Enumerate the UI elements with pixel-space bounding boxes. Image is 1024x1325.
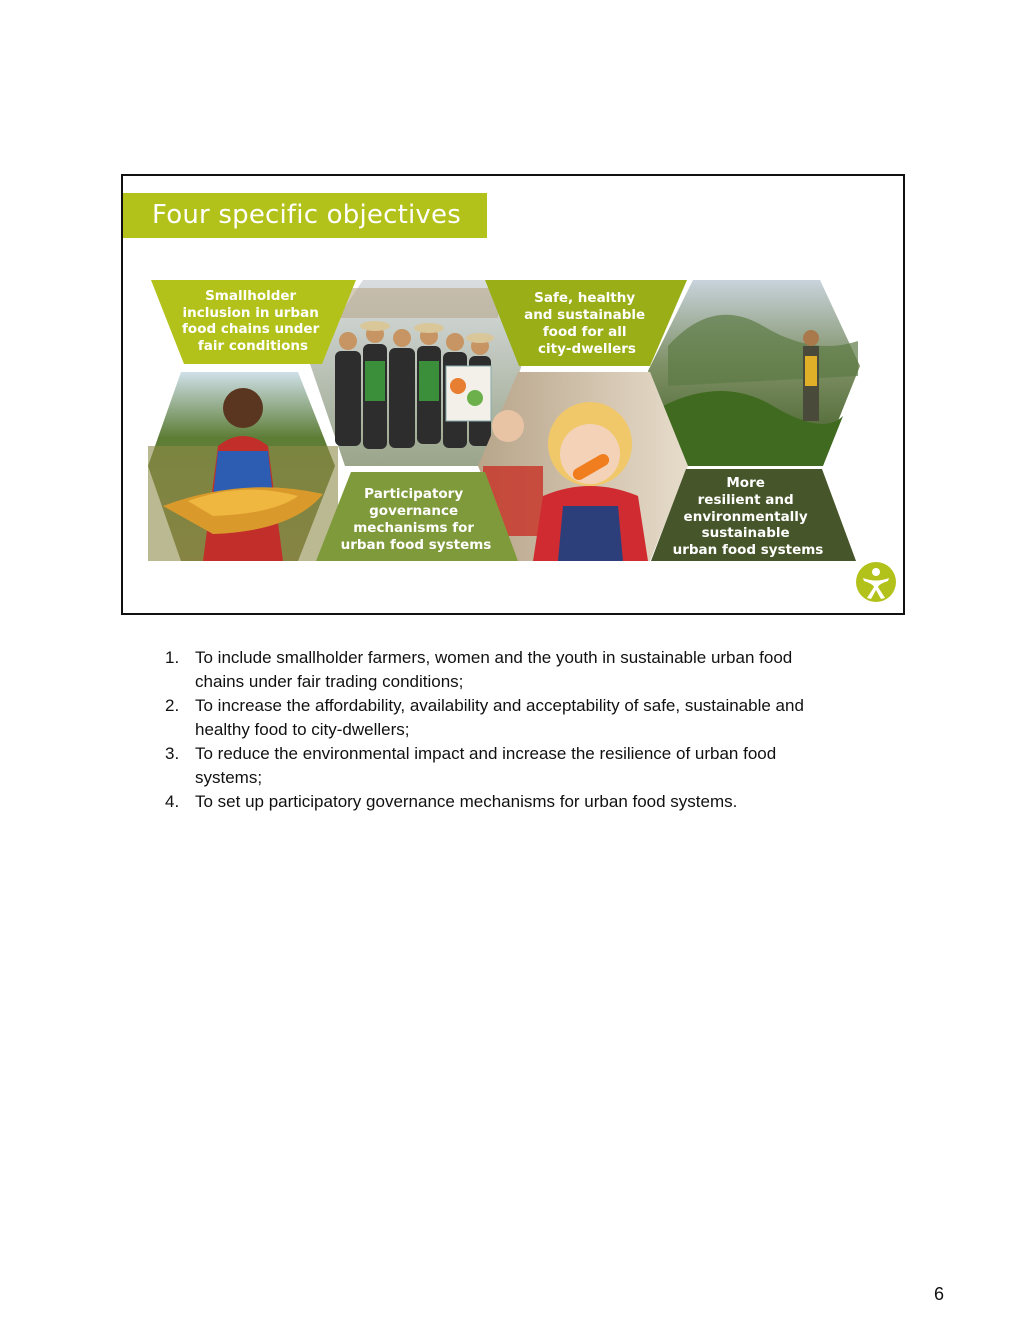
objective-number: 3. <box>165 744 180 763</box>
woman-with-grain-photo <box>148 372 338 561</box>
hexagon-resilient-systems <box>651 469 856 561</box>
hexagon-3-text: Participatory governance mechanisms for urban food systems <box>340 486 492 553</box>
objectives-hexagon-mosaic <box>123 176 903 613</box>
hexagon-2-text: Safe, healthy and sustainable food for all city-dwellers <box>524 290 646 357</box>
slide-frame <box>121 174 905 615</box>
organization-logo <box>855 561 897 603</box>
objective-text: To include smallholder farmers, women and the youth in sustainable urban food <box>195 648 793 667</box>
objective-text: To increase the affordability, availability and acceptability of safe, sustainable and <box>195 696 804 715</box>
child-eating-carrot-photo <box>478 372 688 561</box>
objective-item <box>165 742 885 790</box>
objective-number: 1. <box>165 648 180 667</box>
objective-number: 2. <box>165 696 180 715</box>
objectives-list <box>165 646 885 814</box>
hexagon-safe-healthy-food <box>485 280 687 366</box>
objective-text-continued: chains under fair trading conditions; <box>195 672 464 691</box>
objective-item <box>165 646 885 694</box>
hexagon-4-text: More resilient and environmentally sustainable urban food systems <box>672 475 824 558</box>
objective-number: 4. <box>165 792 180 811</box>
objective-text: To set up participatory governance mechanisms for urban food systems. <box>195 792 738 811</box>
objective-text: To reduce the environmental impact and increase the resilience of urban food <box>195 744 777 763</box>
hexagon-smallholder-inclusion <box>151 280 356 364</box>
objective-item <box>165 790 885 814</box>
hexagon-participatory-governance <box>316 472 518 561</box>
objective-text-continued: systems; <box>195 768 263 787</box>
hexagon-1-text: Smallholder inclusion in urban food chains under fair conditions <box>182 288 320 354</box>
objective-item <box>165 694 885 742</box>
objective-text-continued: healthy food to city-dwellers; <box>195 720 410 739</box>
slide-title: Four specific objectives <box>152 200 461 230</box>
page-number: 6 <box>934 1284 945 1304</box>
hillside-farmer-photo <box>648 280 860 466</box>
